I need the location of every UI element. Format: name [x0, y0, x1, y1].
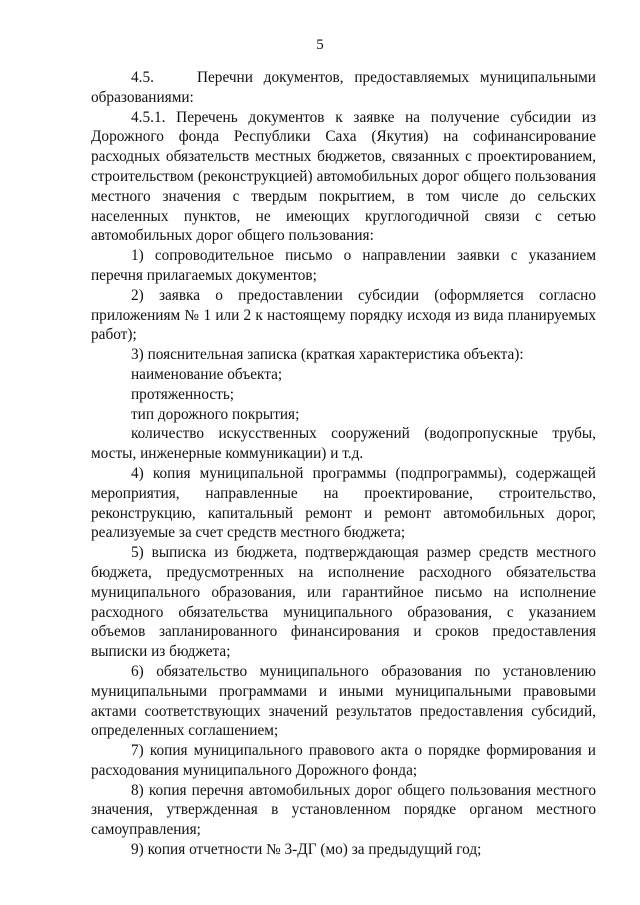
list-item-2: 2) заявка о предоставлении субсидии (оформляется согласно приложениям № 1 или 2 к настоящему порядку исходя из вида планируемых работ);	[91, 286, 596, 344]
sub-item-surface-type: тип дорожного покрытия;	[131, 405, 300, 423]
document-body	[91, 68, 596, 860]
list-item-7: 7) копия муниципального правового акта о порядке формирования и расходования муниципального Дорожного фонда;	[91, 742, 596, 779]
sub-item-object-name: наименование объекта;	[131, 365, 283, 383]
page-number: 5	[316, 37, 324, 53]
paragraph-4-5-1: 4.5.1. Перечень документов к заявке на получение субсидии из Дорожного фонда Республики Саха (Якутия) на софинансирование расходных обязательств местных бюджетов, связанных с проектированием, строительством (реконструкцией) автомобильных дорог общего пользования местного значения с твердым покрытием, в том числе до сельских населенных пунктов, не имеющих круглогодичной связи с сетью автомобильных дорог общего пользования:	[91, 108, 596, 245]
list-item-3: 3) пояснительная записка (краткая характеристика объекта):	[131, 346, 524, 364]
list-item-6: 6) обязательство муниципального образования по установлению муниципальными программами и иными муниципальными правовыми актами соответствующих значений результатов предоставления субсидий, определенных соглашением;	[91, 662, 596, 740]
list-item-5: 5) выписка из бюджета, подтверждающая размер средств местного бюджета, предусмотренных на исполнение расходного обязательства муниципального образования, или гарантийное письмо на исполнение расходного обязательства муниципального образования, с указанием объемов запланированного финансирования и сроков предоставления выписки из бюджета;	[91, 544, 596, 661]
sub-item-structures-count: количество искусственных сооружений (водопропускные трубы, мосты, инженерные коммуникации) и т.д.	[91, 425, 596, 463]
list-item-4: 4) копия муниципальной программы (подпрограммы), содержащей мероприятия, направленные на проектирование, строительство, реконструкцию, капитальный ремонт и ремонт автомобильных дорог, реализуемые за счет средств местного бюджета;	[91, 464, 596, 542]
list-item-8: 8) копия перечня автомобильных дорог общего пользования местного значения, утвержденная в установленном порядке органом местного самоуправления;	[91, 781, 596, 839]
list-item-9: 9) копия отчетности № 3-ДГ (мо) за предыдущий год;	[131, 841, 482, 859]
paragraph-4-5: 4.5. Перечни документов, предоставляемых муниципальными образованиями:	[91, 69, 596, 106]
list-item-1: 1) сопроводительное письмо о направлении заявки с указанием перечня прилагаемых документов;	[91, 247, 596, 284]
sub-item-length: протяженность;	[131, 385, 235, 403]
